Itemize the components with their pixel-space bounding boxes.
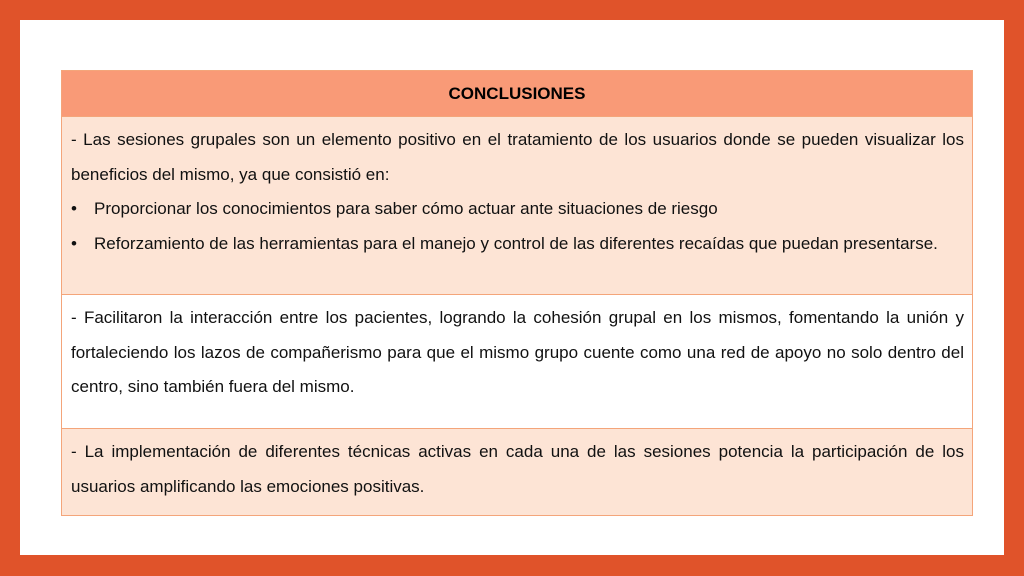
table-header: CONCLUSIONES (62, 71, 972, 117)
row2-text: - Facilitaron la interacción entre los pacientes, logrando la cohesión grupal en los mismos, fomentando la unión y fortaleciendo los lazos de compañerismo para que el mismo grupo cuente como una red de apoyo no solo dentro del centro, sino también fuera del mismo. (71, 308, 964, 396)
table-row (62, 429, 972, 515)
slide (20, 20, 1004, 555)
row3-text: - La implementación de diferentes técnicas activas en cada una de las sesiones potencia la participación de los usuarios amplificando las emociones positivas. (71, 442, 964, 496)
bullet-glyph: • (71, 199, 77, 218)
conclusions-table (61, 70, 973, 516)
list-item (71, 192, 964, 227)
bullet-glyph: • (71, 233, 77, 253)
table-row (62, 295, 972, 429)
bullet-text: Proporcionar los conocimientos para saber cómo actuar ante situaciones de riesgo (94, 199, 718, 218)
table-row (62, 117, 972, 295)
bullet-text: Reforzamiento de las herramientas para el manejo y control de las diferentes recaídas que puedan presentarse. (94, 233, 938, 253)
list-item (71, 227, 964, 262)
row1-intro: - Las sesiones grupales son un elemento positivo en el tratamiento de los usuarios donde se pueden visualizar los beneficios del mismo, ya que consistió en: (71, 130, 964, 184)
